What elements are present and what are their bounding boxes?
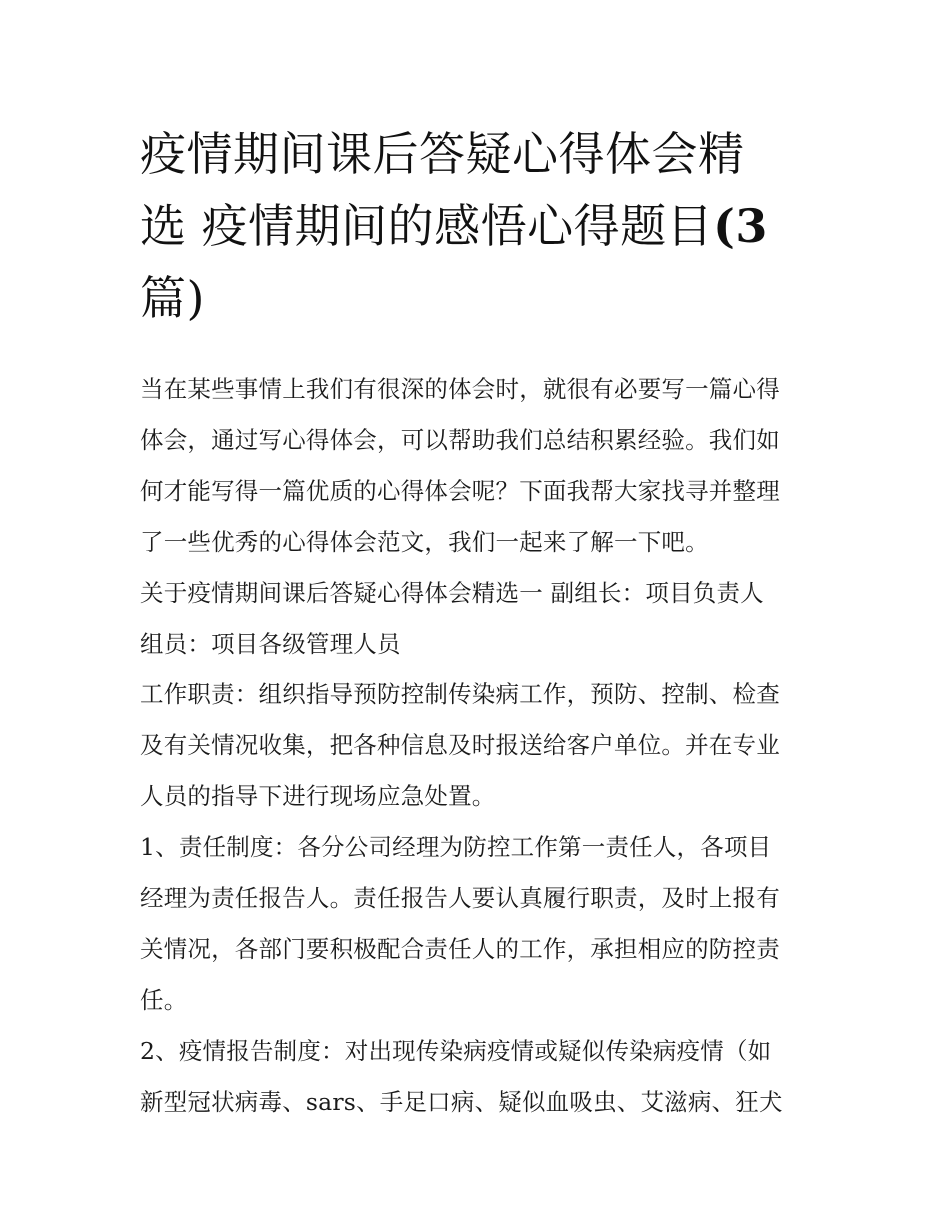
title-line-3: 篇) xyxy=(140,271,205,325)
body-line-10: 1、责任制度：各分公司经理为防控工作第一责任人，各项目 xyxy=(140,833,772,862)
body-line-4: 了一些优秀的心得体会范文，我们一起来了解一下吧。 xyxy=(140,527,709,556)
body-line-6: 组员：项目各级管理人员 xyxy=(140,629,401,658)
title-line-1: 疫情期间课后答疑心得体会精 xyxy=(140,127,745,181)
body-line-13: 任。 xyxy=(140,985,188,1014)
body-line-2: 体会，通过写心得体会，可以帮助我们总结积累经验。我们如 xyxy=(140,425,780,454)
title-line-2-number: (3 xyxy=(713,199,768,253)
body-line-3: 何才能写得一篇优质的心得体会呢？下面我帮大家找寻并整理 xyxy=(140,476,780,505)
body-line-8: 及有关情况收集，把各种信息及时报送给客户单位。并在专业 xyxy=(140,731,780,760)
body-line-7: 工作职责：组织指导预防控制传染病工作，预防、控制、检查 xyxy=(140,680,780,709)
document-page xyxy=(140,118,812,1128)
body-line-9: 人员的指导下进行现场应急处置。 xyxy=(140,782,496,811)
title-line-2-text: 选 疫情期间的感悟心得题目 xyxy=(140,199,714,253)
body-line-15: 新型冠状病毒、sars、手足口病、疑似血吸虫、艾滋病、狂犬 xyxy=(140,1087,783,1116)
body-line-5: 关于疫情期间课后答疑心得体会精选一 副组长：项目负责人 xyxy=(140,578,764,607)
document-body xyxy=(140,364,812,1128)
body-line-14: 2、疫情报告制度：对出现传染病疫情或疑似传染病疫情（如 xyxy=(140,1036,772,1065)
body-line-11: 经理为责任报告人。责任报告人要认真履行职责，及时上报有 xyxy=(140,884,780,913)
body-line-1: 当在某些事情上我们有很深的体会时，就很有必要写一篇心得 xyxy=(140,375,780,403)
body-line-12: 关情况，各部门要积极配合责任人的工作，承担相应的防控责 xyxy=(140,934,780,963)
title-line-2 xyxy=(140,190,812,262)
document-title xyxy=(140,118,812,334)
